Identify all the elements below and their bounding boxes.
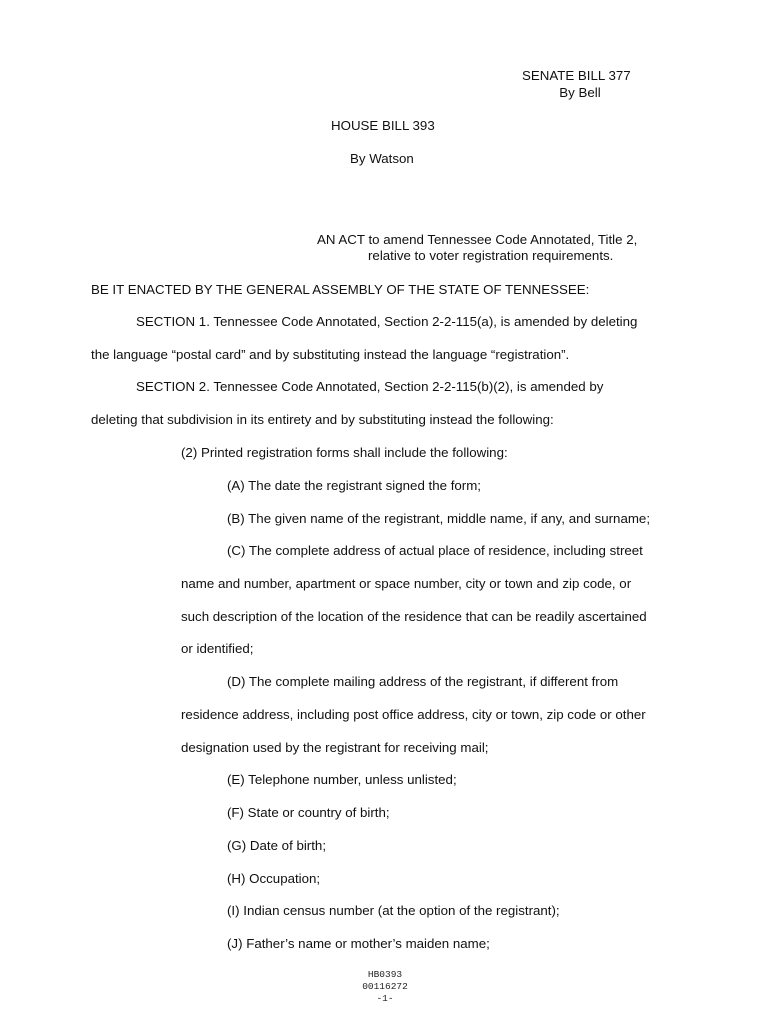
item-c-line-1: (C) The complete address of actual place of residence, including street — [227, 543, 643, 558]
footer-page-number: -1- — [376, 993, 394, 1004]
footer-bill-code: HB0393 — [367, 969, 403, 980]
item-c-line-3: such description of the location of the residence that can be readily ascertained — [181, 609, 647, 624]
item-d-line-1: (D) The complete mailing address of the registrant, if different from — [227, 674, 619, 689]
item-d-line-2: residence address, including post office address, city or town, zip code or other — [181, 707, 646, 722]
item-e: (E) Telephone number, unless unlisted; — [227, 772, 457, 787]
item-j: (J) Father’s name or mother’s maiden name; — [227, 936, 490, 951]
item-d-line-3: designation used by the registrant for receiving mail; — [181, 740, 489, 755]
house-bill-number: HOUSE BILL 393 — [331, 118, 435, 133]
section-2-line-2: deleting that subdivision in its entirety and by substituting instead the following: — [91, 412, 554, 427]
senate-sponsor: By Bell — [559, 85, 601, 100]
section-1-line-2: the language “postal card” and by substituting instead the language “registration”. — [91, 347, 570, 362]
senate-bill-number: SENATE BILL 377 — [522, 68, 631, 83]
item-c-line-4: or identified; — [181, 641, 254, 656]
enacting-clause: BE IT ENACTED BY THE GENERAL ASSEMBLY OF THE STATE OF TENNESSEE: — [91, 282, 590, 297]
item-f: (F) State or country of birth; — [227, 805, 390, 820]
item-g: (G) Date of birth; — [227, 838, 327, 853]
item-h: (H) Occupation; — [227, 871, 321, 886]
house-sponsor: By Watson — [350, 151, 414, 166]
section-1-line-1: SECTION 1. Tennessee Code Annotated, Section 2-2-115(a), is amended by deleting — [136, 314, 638, 329]
item-b: (B) The given name of the registrant, middle name, if any, and surname; — [227, 511, 651, 526]
page-footer — [335, 969, 435, 1005]
subdivision-intro: (2) Printed registration forms shall include the following: — [181, 445, 508, 460]
item-i: (I) Indian census number (at the option of the registrant); — [227, 903, 560, 918]
footer-doc-number: 00116272 — [362, 981, 408, 992]
item-c-line-2: name and number, apartment or space number, city or town and zip code, or — [181, 576, 632, 591]
item-a: (A) The date the registrant signed the form; — [227, 478, 482, 493]
caption-line-2: relative to voter registration requirements. — [368, 248, 614, 263]
caption-line-1: AN ACT to amend Tennessee Code Annotated, Title 2, — [317, 232, 638, 247]
section-2-line-1: SECTION 2. Tennessee Code Annotated, Section 2-2-115(b)(2), is amended by — [136, 379, 604, 394]
